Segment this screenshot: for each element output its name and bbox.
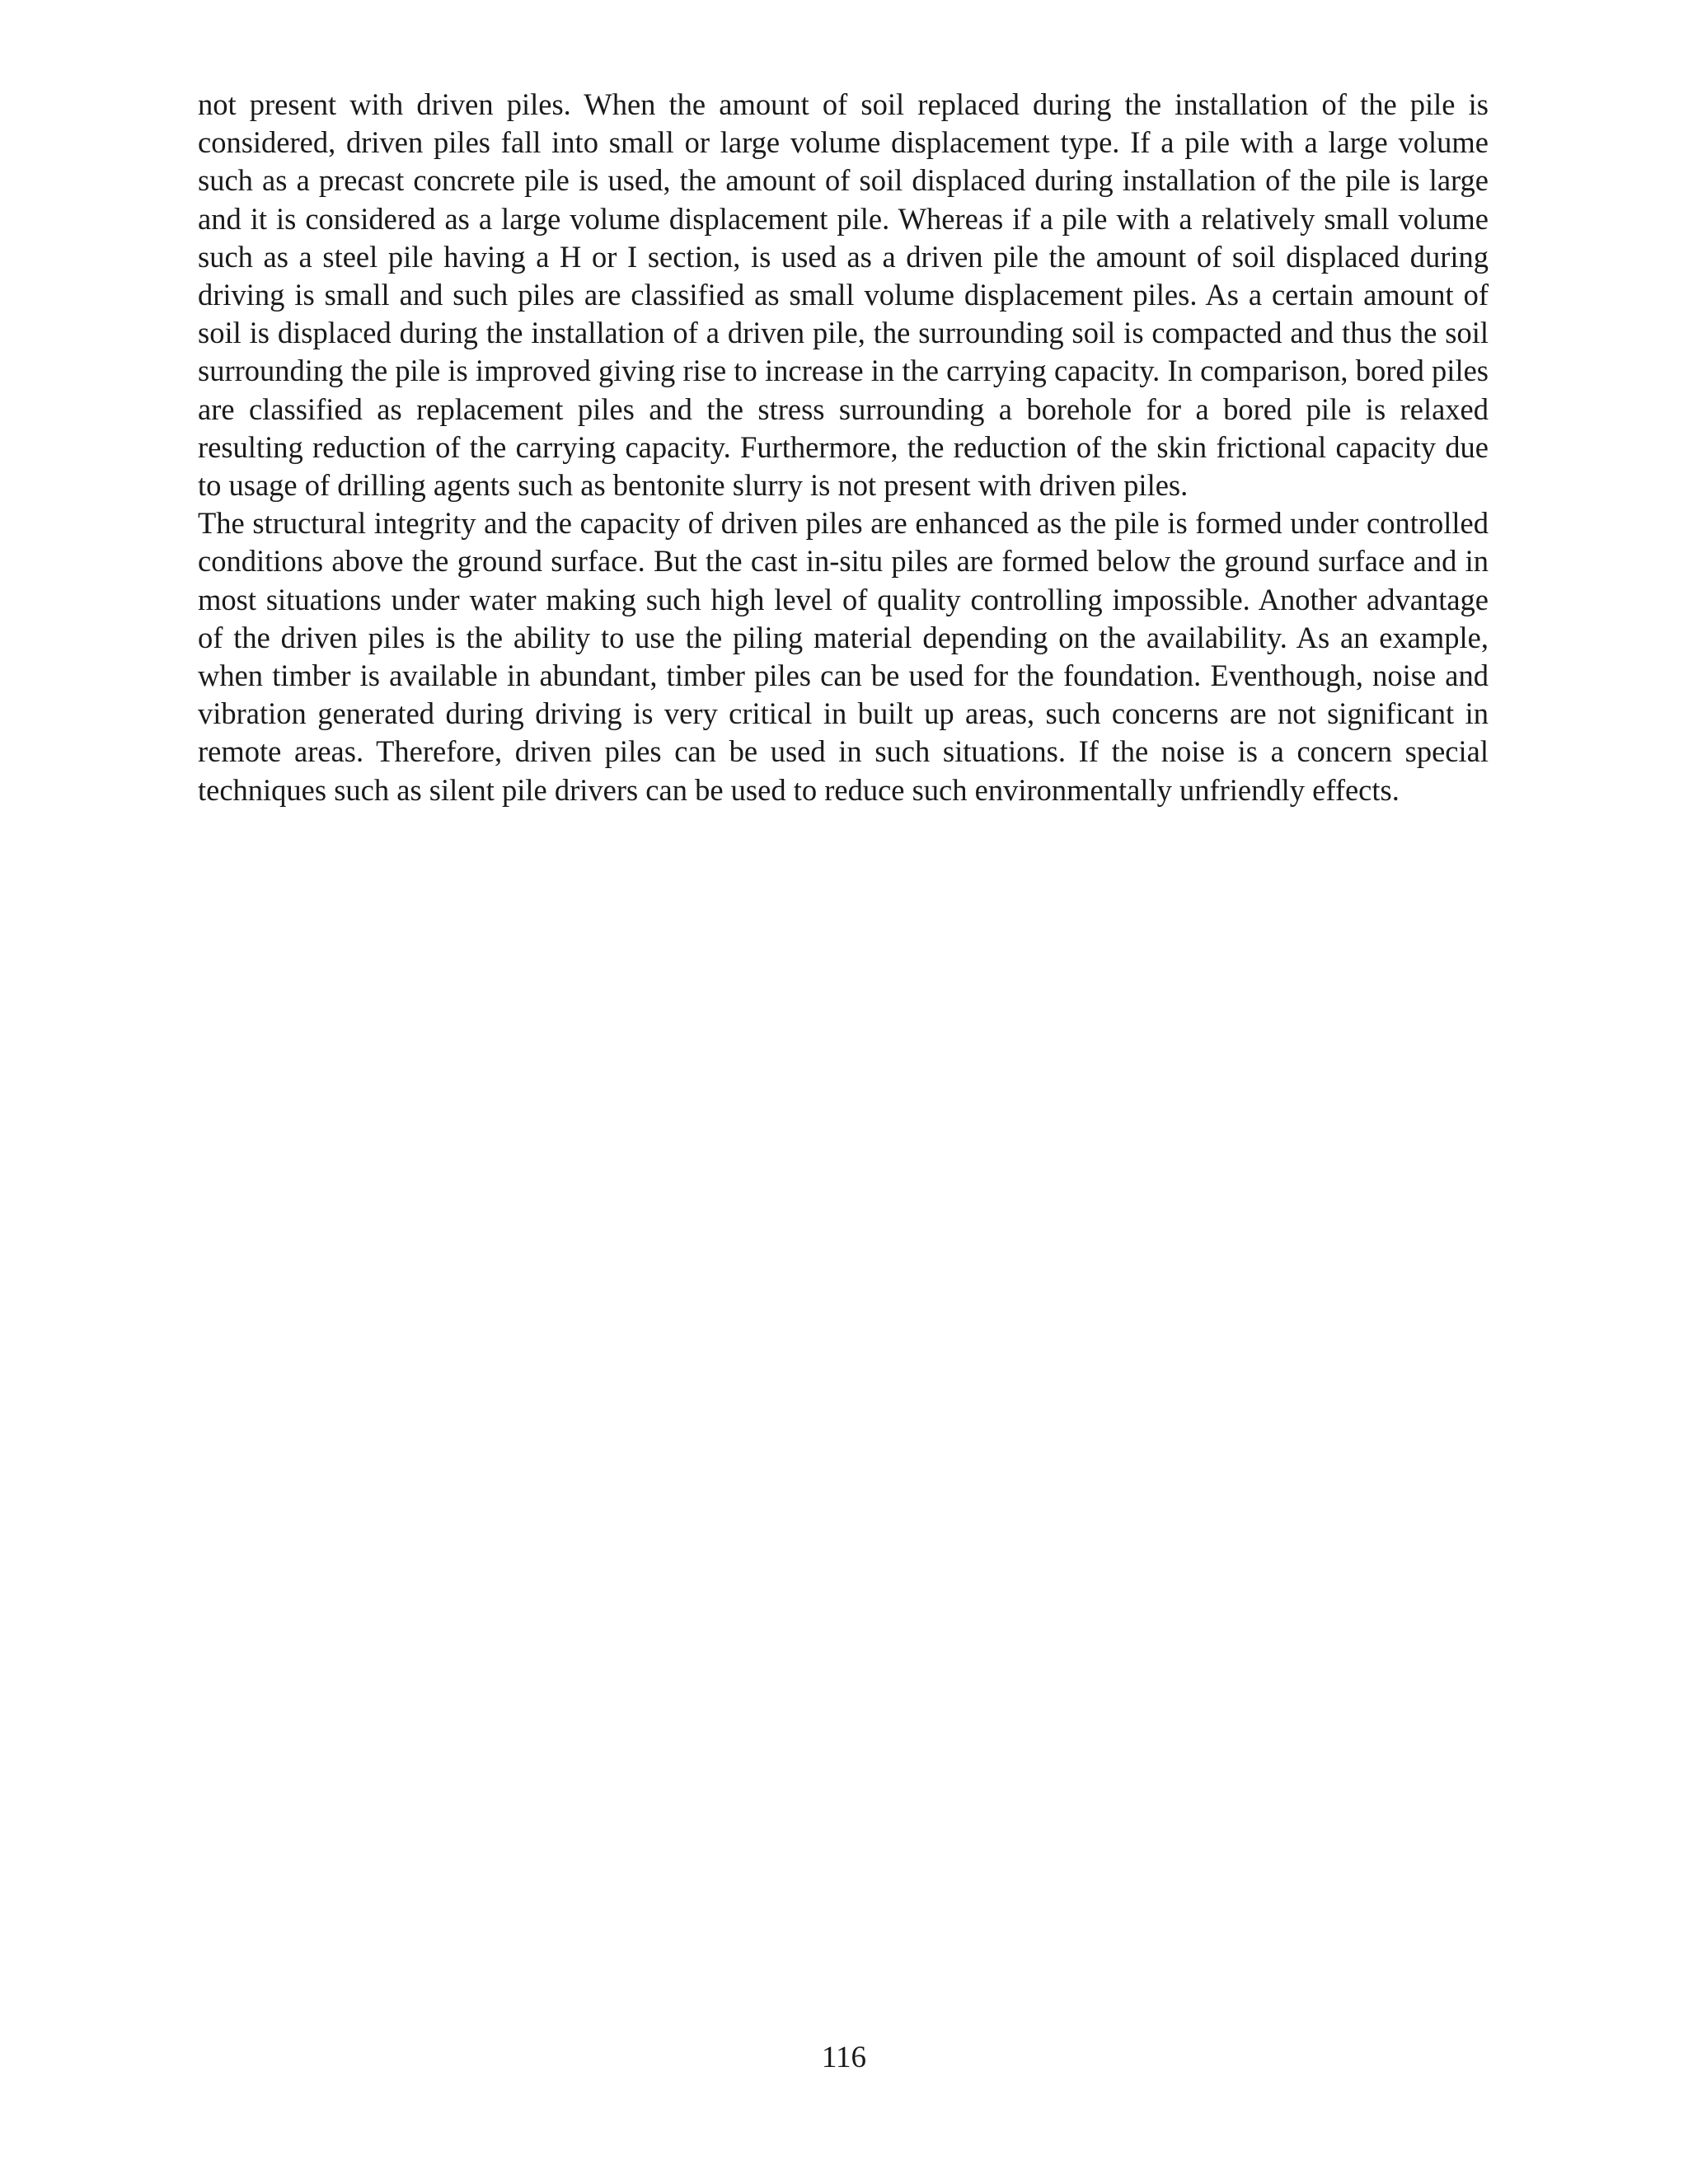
page-number: 116 bbox=[821, 2041, 867, 2074]
paragraph-structural-integrity: The structural integrity and the capacity of driven piles are enhanced as the pile is formed under controlled conditions above the ground surface. But the cast in-situ piles are formed below the ground surface and in most situations under water making such high level of quality controlling impossible. Another advantage of the driven piles is the ability to use the piling material depending on the availability. As an example, when timber is available in abundant, timber piles can be used for the foundation. Eventhough, noise and vibration generated during driving is very critical in built up areas, such concerns are not significant in remote areas. Therefore, driven piles can be used in such situations. If the noise is a concern special techniques such as silent pile drivers can be used to reduce such environmentally unfriendly effects. bbox=[198, 506, 1489, 807]
paragraph-displacement: not present with driven piles. When the amount of soil replaced during the installation of the pile is considered, driven piles fall into small or large volume displacement type. If a pile with a large volume such as a precast concrete pile is used, the amount of soil displaced during installation of the pile is large and it is considered as a large volume displacement pile. Whereas if a pile with a relatively small volume such as a steel pile having a H or I section, is used as a driven pile the amount of soil displaced during driving is small and such piles are classified as small volume displacement piles. As a certain amount of soil is displaced during the installation of a driven pile, the surrounding soil is compacted and thus the soil surrounding the pile is improved giving rise to increase in the carrying capacity. In comparison, bored piles are classified as replacement piles and the stress surrounding a borehole for a bored pile is relaxed resulting reduction of the carrying capacity. Furthermore, the reduction of the skin frictional capacity due to usage of drilling agents such as bentonite slurry is not present with driven piles. bbox=[198, 87, 1489, 503]
body-text bbox=[198, 86, 1489, 809]
